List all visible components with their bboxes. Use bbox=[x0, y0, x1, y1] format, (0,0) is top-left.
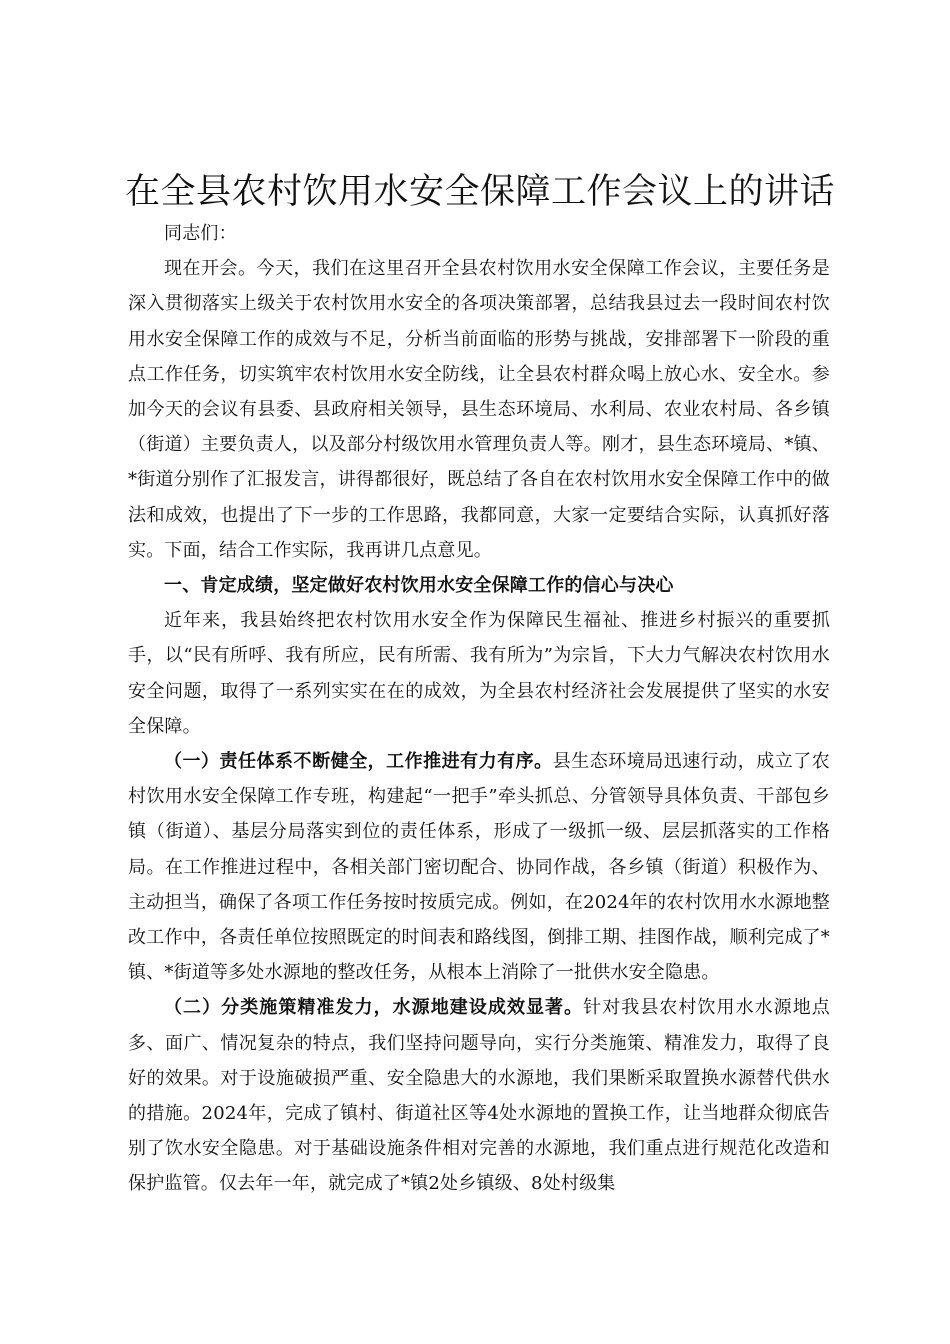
document-title: 在全县农村饮用水安全保障工作会议上的讲话 bbox=[124, 172, 835, 212]
greeting: 同志们： bbox=[164, 223, 237, 244]
point-1-text: 县生态环境局迅速行动，成立了农村饮用水安全保障工作专班，构建起“一把手”牵头抓总、分管领导具体负责、干部包乡镇（街道）、基层分局落实到位的责任体系，形成了一级抓一级、层层抓落实的工作格局。在工作推进过程中，各相关部门密切配合、协同作战，各乡镇（街道）积极作为、主动担当，确保了各项工作任务按时按质完成。例如，在2024年的农村饮用水水源地整改工作中，各责任单位按照既定的时间表和路线图，倒排工期、挂图作战，顺利完成了*镇、*街道等多处水源地的整改任务，从根本上消除了一批供水安全隐患。 bbox=[128, 751, 831, 984]
point-2-paragraph bbox=[128, 990, 830, 1201]
section-heading-1: 一、肯定成绩，坚定做好农村饮用水安全保障工作的信心与决心 bbox=[164, 575, 674, 597]
document-body bbox=[128, 216, 830, 1202]
point-1-lead: （一）责任体系不断健全，工作推进有力有序。 bbox=[164, 751, 553, 773]
point-1-paragraph bbox=[128, 744, 830, 990]
point-2-text: 针对我县农村饮用水水源地点多、面广、情况复杂的特点，我们坚持问题导向，实行分类施策、精准发力，取得了良好的效果。对于设施破损严重、安全隐患大的水源地，我们果断采取置换水源替代供水的措施。2024年，完成了镇村、街道社区等4处水源地的置换工作，让当地群众彻底告别了饮水安全隐患。对于基础设施条件相对完善的水源地，我们重点进行规范化改造和保护监管。仅去年一年，就完成了*镇2处乡镇级、8处村级集 bbox=[128, 997, 830, 1195]
opening-paragraph: 现在开会。今天，我们在这里召开全县农村饮用水安全保障工作会议，主要任务是深入贯彻落实上级关于农村饮用水安全的各项决策部署，总结我县过去一段时间农村饮用水安全保障工作的成效与不足，分析当前面临的形势与挑战，安排部署下一阶段的重点工作任务，切实筑牢农村饮用水安全防线，让全县农村群众喝上放心水、安全水。参加今天的会议有县委、县政府相关领导，县生态环境局、水利局、农业农村局、各乡镇（街道）主要负责人，以及部分村级饮用水管理负责人等。刚才，县生态环境局、*镇、*街道分别作了汇报发言，讲得都很好，既总结了各自在农村饮用水安全保障工作中的做法和成效，也提出了下一步的工作思路，我都同意，大家一定要结合实际，认真抓好落实。下面，结合工作实际，我再讲几点意见。 bbox=[128, 258, 830, 561]
point-2-lead: （二）分类施策精准发力，水源地建设成效显著。 bbox=[164, 997, 584, 1019]
section-1-intro-paragraph: 近年来，我县始终把农村饮用水安全作为保障民生福祉、推进乡村振兴的重要抓手，以“民有所呼、我有所应，民有所需、我有所为”为宗旨，下大力气解决农村饮用水安全问题，取得了一系列实实在在的成效，为全县农村经济社会发展提供了坚实的水安全保障。 bbox=[128, 610, 830, 737]
